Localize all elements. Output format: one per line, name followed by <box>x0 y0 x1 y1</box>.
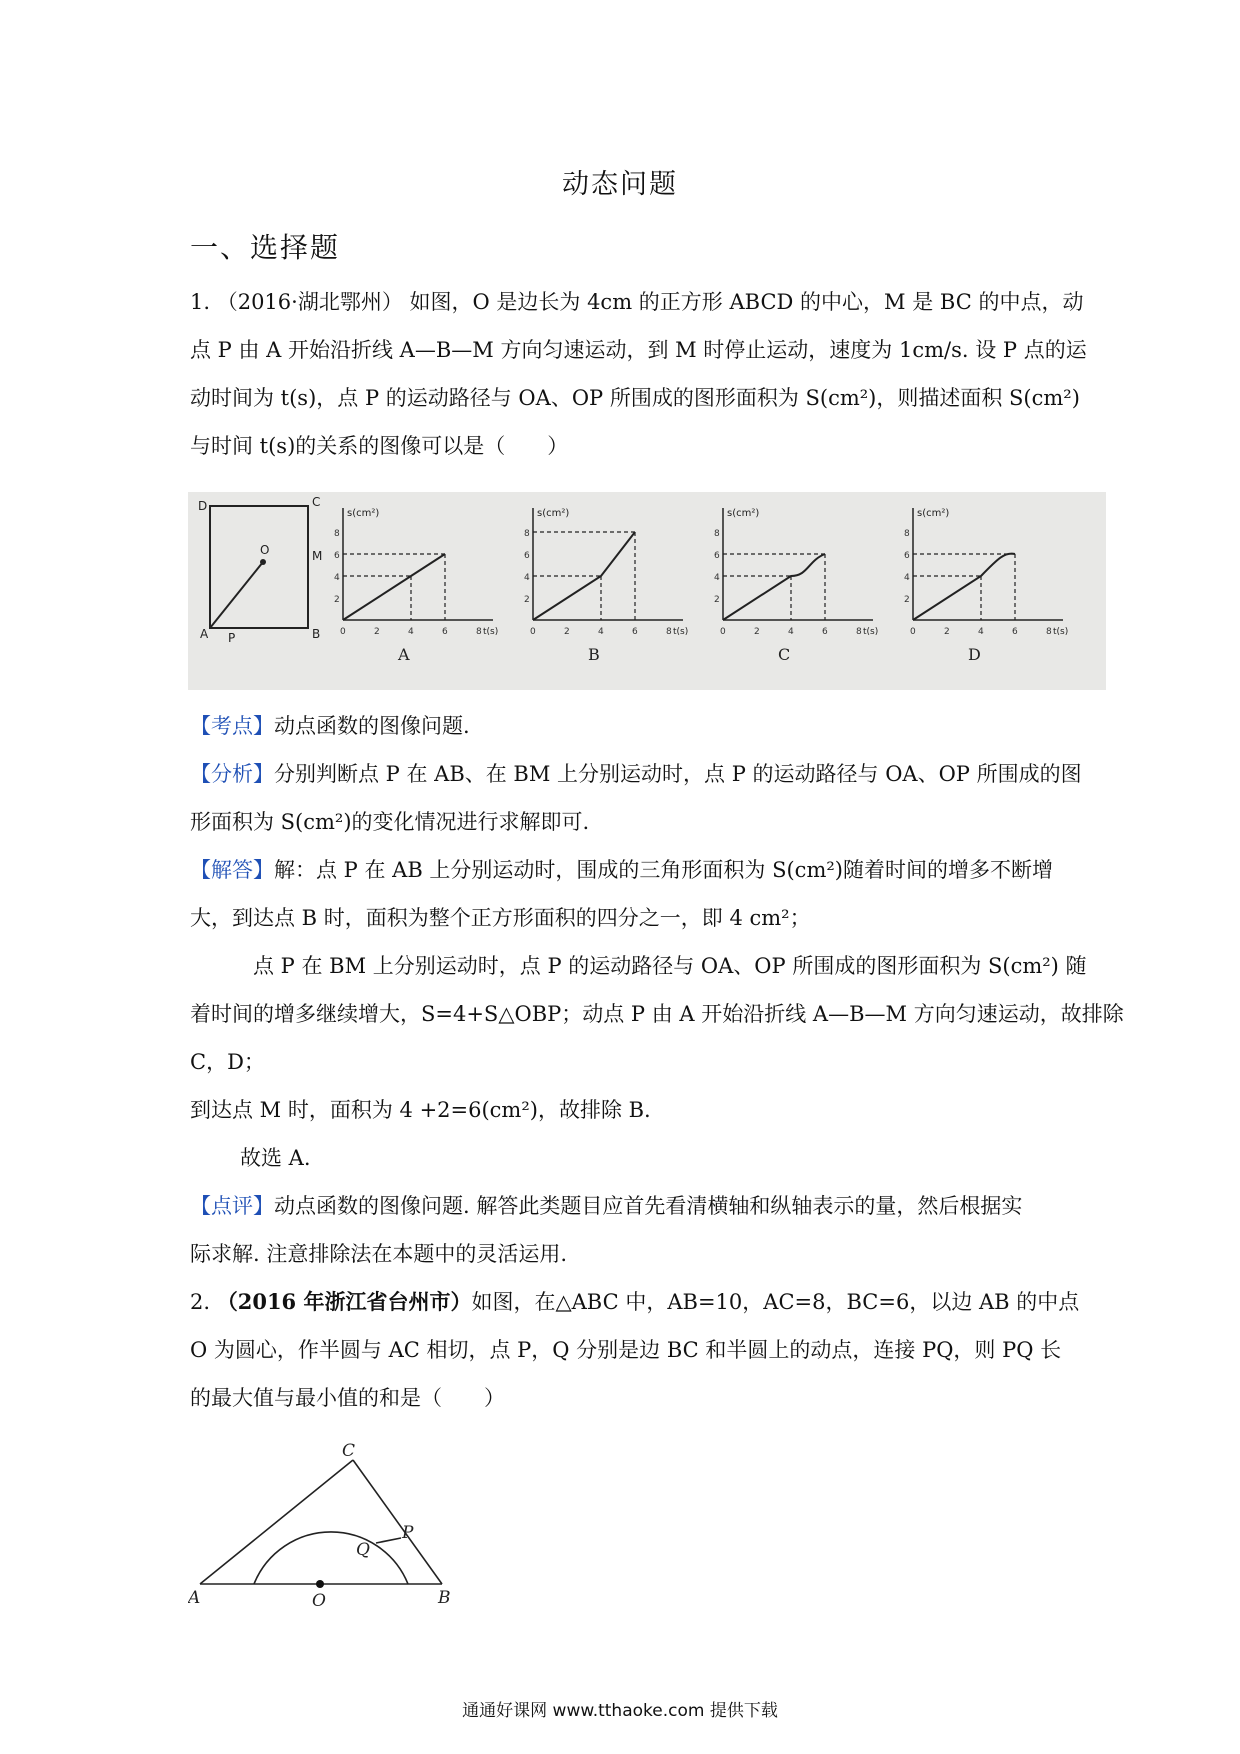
jieda-text: 解：点 P 在 AB 上分别运动时，围成的三角形面积为 S(cm²)随着时间的增多不断增 <box>274 858 1053 882</box>
x-tick-label: 0 <box>720 627 726 637</box>
x-tick-label: 8 <box>666 627 672 637</box>
page-title: 动态问题 <box>562 169 678 200</box>
q1-line: 1. （2016·湖北鄂州） 如图，O 是边长为 4cm 的正方形 ABCD 的中心，M 是 BC 的中点，动 <box>190 290 1084 314</box>
x-tick-label: 2 <box>564 627 570 637</box>
x-axis-label: t(s) <box>673 627 689 637</box>
x-tick-label: 6 <box>632 627 638 637</box>
y-tick-label: 4 <box>904 573 910 583</box>
page-footer: 通通好课网 www.tthaoke.com 提供下载 <box>462 1701 778 1721</box>
fenxi-line <box>190 760 1082 788</box>
q2-line: O 为圆心，作半圆与 AC 相切，点 P，Q 分别是边 BC 和半圆上的动点，连接 PQ，则 PQ 长 <box>190 1338 1062 1362</box>
label-o: O <box>312 1591 326 1610</box>
x-tick-label: 6 <box>822 627 828 637</box>
x-tick-label: 0 <box>340 627 346 637</box>
q1-line: 动时间为 t(s)，点 P 的运动路径与 OA、OP 所围成的图形面积为 S(cm²)，则描述面积 S(cm²) <box>190 386 1080 410</box>
label-m: M <box>312 549 323 563</box>
kaodian-tag: 【考点】 <box>190 714 274 738</box>
label-q: Q <box>356 1540 370 1560</box>
y-axis-label: s(cm²) <box>727 508 760 519</box>
y-tick-label: 4 <box>334 573 340 583</box>
q1-figure <box>188 492 1106 690</box>
x-tick-label: 6 <box>1012 627 1018 637</box>
q2-figure <box>188 1440 478 1614</box>
label-c: C <box>312 495 321 509</box>
fenxi-tag: 【分析】 <box>190 762 274 786</box>
label-d: D <box>198 499 208 513</box>
graph-curve <box>343 554 445 620</box>
x-tick-label: 0 <box>530 627 536 637</box>
x-tick-label: 4 <box>408 627 414 637</box>
x-axis-label: t(s) <box>483 627 499 637</box>
label-a: A <box>200 627 209 641</box>
fenxi-text: 分别判断点 P 在 AB、在 BM 上分别运动时，点 P 的运动路径与 OA、OP 所围成的图 <box>274 762 1082 786</box>
y-tick-label: 2 <box>334 595 340 605</box>
graph-curve <box>723 554 825 620</box>
jieda-line <box>190 856 1060 884</box>
label-o: O <box>260 543 270 557</box>
dianping-line <box>190 1192 1060 1220</box>
dianping-line: 际求解. 注意排除法在本题中的灵活运用. <box>190 1242 568 1266</box>
kaodian-line <box>190 712 1060 740</box>
fenxi-line: 形面积为 S(cm²)的变化情况进行求解即可. <box>190 810 590 834</box>
x-tick-label: 6 <box>442 627 448 637</box>
jieda-line: 着时间的增多继续增大，S=4+S△OBP；动点 P 由 A 开始沿折线 A—B—M 方向匀速运动，故排除 <box>190 1002 1124 1026</box>
kaodian-text: 动点函数的图像问题. <box>274 714 470 738</box>
option-label: D <box>968 645 981 664</box>
y-tick-label: 8 <box>524 529 530 539</box>
dianping-tag: 【点评】 <box>190 1194 274 1218</box>
y-tick-label: 4 <box>714 573 720 583</box>
option-label: B <box>588 645 600 664</box>
y-tick-label: 2 <box>524 595 530 605</box>
x-tick-label: 2 <box>944 627 950 637</box>
x-tick-label: 8 <box>856 627 862 637</box>
y-axis-label: s(cm²) <box>347 508 380 519</box>
y-axis-label: s(cm²) <box>537 508 570 519</box>
semicircle <box>254 1532 408 1584</box>
y-tick-label: 2 <box>904 595 910 605</box>
q2-text: 如图，在△ABC 中，AB=10，AC=8，BC=6，以边 AB 的中点 <box>471 1290 1080 1314</box>
graph-curve <box>913 554 1015 620</box>
label-a: A <box>188 1588 201 1608</box>
y-tick-label: 6 <box>904 551 910 561</box>
jieda-line: 点 P 在 BM 上分别运动时，点 P 的运动路径与 OA、OP 所围成的图形面积为 S(cm²) 随 <box>253 954 1087 978</box>
y-tick-label: 6 <box>714 551 720 561</box>
label-p: P <box>228 631 236 645</box>
y-tick-label: 8 <box>904 529 910 539</box>
point-o <box>260 559 266 565</box>
jieda-line: 大，到达点 B 时，面积为整个正方形面积的四分之一，即 4 cm²； <box>190 906 811 930</box>
y-tick-label: 6 <box>524 551 530 561</box>
y-tick-label: 6 <box>334 551 340 561</box>
x-axis-label: t(s) <box>1053 627 1069 637</box>
x-tick-label: 8 <box>1046 627 1052 637</box>
y-tick-label: 2 <box>714 595 720 605</box>
q2-source: （2016 年浙江省台州市） <box>216 1289 472 1314</box>
q1-line: 点 P 由 A 开始沿折线 A—B—M 方向匀速运动，到 M 时停止运动，速度为 1cm/s. 设 P 点的运 <box>190 338 1087 362</box>
jieda-line: 故选 A. <box>240 1146 311 1170</box>
q2-number: 2. <box>190 1290 217 1314</box>
option-label: A <box>398 645 410 664</box>
square-diagonal-ao <box>210 562 263 628</box>
side-ac <box>200 1460 353 1584</box>
q2-figure-svg <box>188 1440 478 1610</box>
option-label: C <box>778 645 791 664</box>
label-b: B <box>438 1588 451 1608</box>
y-tick-label: 8 <box>334 529 340 539</box>
x-tick-label: 4 <box>788 627 794 637</box>
jieda-line: C，D； <box>190 1050 265 1074</box>
section-heading: 一、选择题 <box>190 231 341 264</box>
x-axis-label: t(s) <box>863 627 879 637</box>
x-tick-label: 2 <box>374 627 380 637</box>
q1-line: 与时间 t(s)的关系的图像可以是（ ） <box>190 434 569 458</box>
x-tick-label: 8 <box>476 627 482 637</box>
q1-figure-svg <box>188 492 1106 690</box>
y-tick-label: 4 <box>524 573 530 583</box>
y-tick-label: 8 <box>714 529 720 539</box>
q2-line <box>190 1288 1080 1316</box>
x-tick-label: 4 <box>978 627 984 637</box>
q2-line: 的最大值与最小值的和是（ ） <box>190 1386 505 1410</box>
jieda-tag: 【解答】 <box>190 858 274 882</box>
x-tick-label: 0 <box>910 627 916 637</box>
segment-pq <box>376 1538 401 1543</box>
x-tick-label: 2 <box>754 627 760 637</box>
jieda-line: 到达点 M 时，面积为 4 +2=6(cm²)，故排除 B. <box>190 1098 651 1122</box>
dianping-text: 动点函数的图像问题. 解答此类题目应首先看清横轴和纵轴表示的量，然后根据实 <box>274 1194 1023 1218</box>
label-c: C <box>342 1441 356 1461</box>
y-axis-label: s(cm²) <box>917 508 950 519</box>
label-p: P <box>402 1523 414 1543</box>
label-b: B <box>312 627 321 641</box>
point-o <box>316 1580 324 1588</box>
x-tick-label: 4 <box>598 627 604 637</box>
